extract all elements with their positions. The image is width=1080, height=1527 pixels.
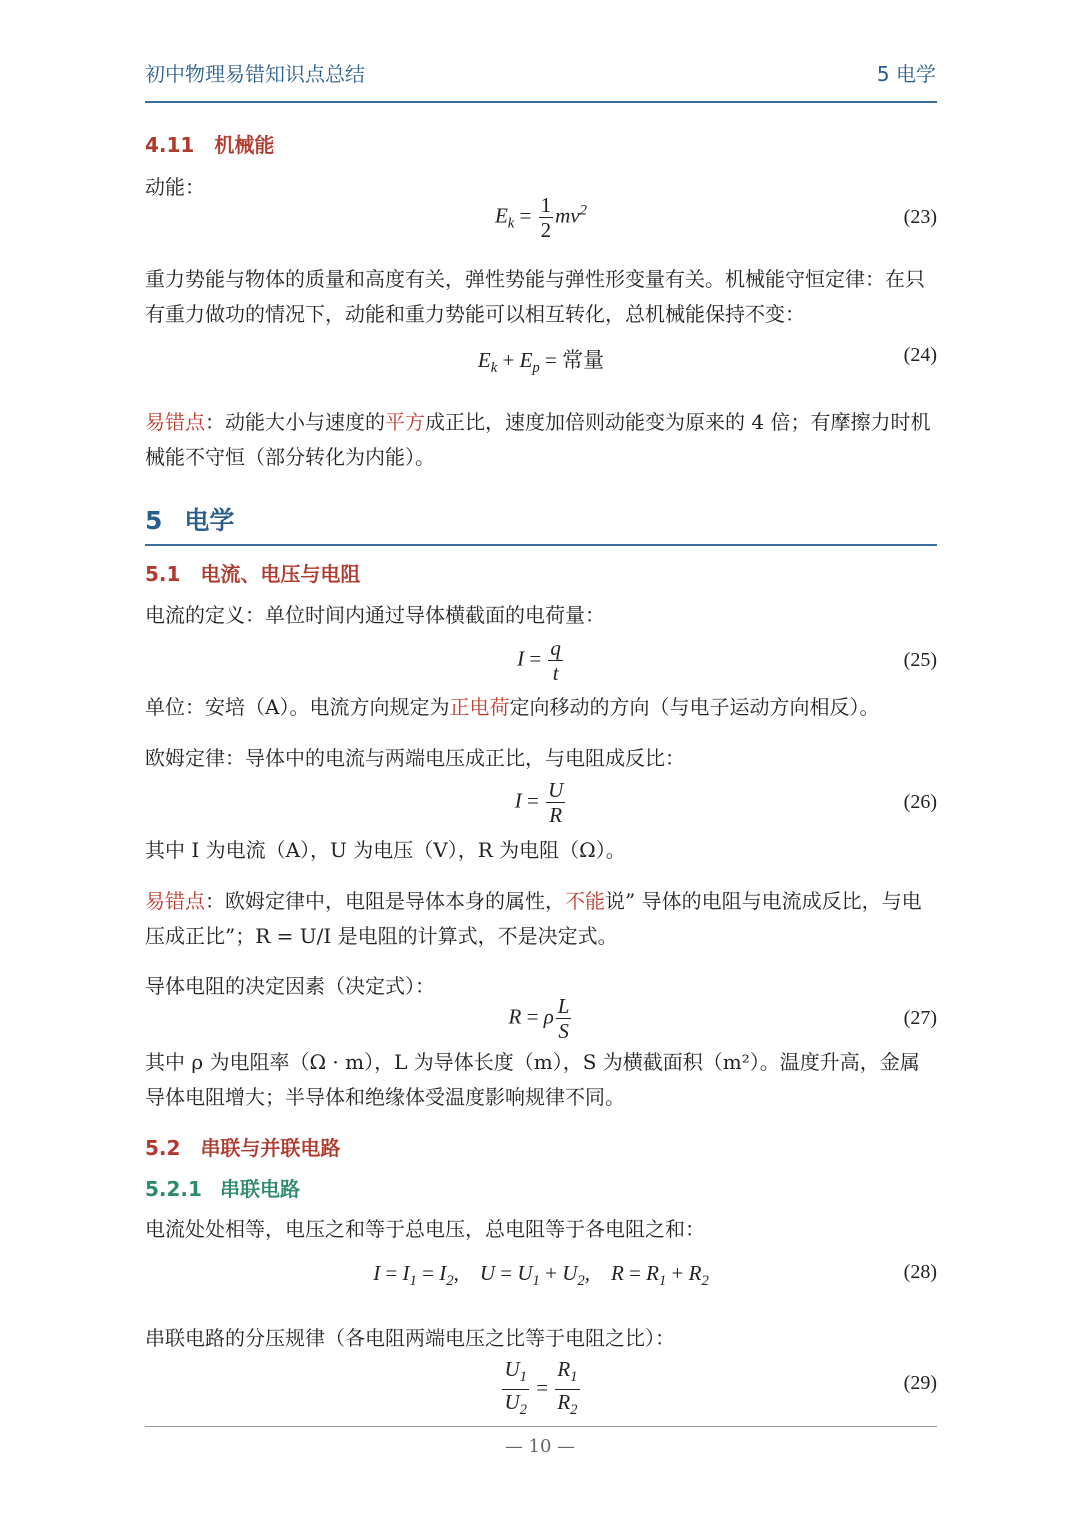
- footer-rule: [145, 1426, 937, 1427]
- equation-number: (23): [903, 206, 937, 228]
- equation-23: $E_k$ = $\frac{1}{2}$ $mv^2$ (23): [494, 193, 937, 242]
- current-definition: 电流的定义：单位时间内通过导体横截面的电荷量：: [145, 603, 605, 627]
- equation-number: (28): [903, 1261, 937, 1283]
- header-rule: [145, 101, 937, 103]
- running-chapter: 5 电学: [876, 62, 936, 86]
- series-voltage-divider: 串联电路的分压规律（各电阻两端电压之比等于电阻之比）：: [145, 1326, 675, 1350]
- section-heading-4-11: 4.11 机械能: [145, 133, 275, 157]
- equation-number: (24): [903, 344, 937, 366]
- ohms-law-where: 其中 I 为电流（A），U 为电压（V），R 为电阻（Ω）。: [145, 838, 626, 862]
- equation-number: (25): [903, 649, 937, 671]
- running-title: 初中物理易错知识点总结: [145, 62, 365, 86]
- tip-kinetic-energy: 易错点：动能大小与速度的平方成正比，速度加倍则动能变为原来的 4 倍；有摩擦力时机械能不守恒（部分转化为内能）。: [145, 410, 931, 469]
- ohms-law: 欧姆定律：导体中的电流与两端电压成正比，与电阻成反比：: [145, 746, 685, 770]
- equation-27: R = ρ $\frac{L}{S}$ (27): [508, 994, 937, 1043]
- equation-28: $I = I_1 = I_2$, $U = U_1 + U_2$, $R = R_1 + R_2$ (28): [373, 1261, 937, 1290]
- equation-25: I = $\frac{q}{t}$ (25): [517, 636, 937, 685]
- section-heading-5-2-1: 5.2.1 串联电路: [145, 1177, 300, 1201]
- page-number: — 10 —: [504, 1436, 576, 1457]
- equation-26: I = $\frac{U}{R}$ (26): [514, 778, 937, 827]
- section-rule: [145, 544, 937, 546]
- section-heading-5: 5 电学: [145, 506, 235, 535]
- equation-number: (26): [903, 791, 937, 813]
- paragraph-energy-conservation: 重力势能与物体的质量和高度有关，弹性势能与弹性形变量有关。机械能守恒定律：在只有重力做功的情况下，动能和重力势能可以相互转化，总机械能保持不变：: [145, 267, 925, 326]
- current-unit: 单位：安培（A）。电流方向规定为正电荷定向移动的方向（与电子运动方向相反）。: [145, 695, 880, 719]
- section-heading-5-1: 5.1 电流、电压与电阻: [145, 562, 361, 586]
- equation-number: (29): [903, 1372, 937, 1394]
- kinetic-energy-label: 动能：: [145, 175, 205, 199]
- tip-ohms-law: 易错点：欧姆定律中，电阻是导体本身的属性，不能说” 导体的电阻与电流成反比，与电压成正比”；R = U/I 是电阻的计算式，不是决定式。: [145, 889, 922, 948]
- equation-number: (27): [903, 1007, 937, 1029]
- equation-29: $\frac{U_1}{U_2}$ = $\frac{R_1}{R_2}$ (29): [504, 1357, 937, 1419]
- section-heading-5-2: 5.2 串联与并联电路: [145, 1136, 341, 1160]
- resistance-factors: 导体电阻的决定因素（决定式）：: [145, 974, 435, 998]
- series-rules: 电流处处相等，电压之和等于总电压，总电阻等于各电阻之和：: [145, 1217, 705, 1241]
- equation-24: $E_k + E_p$ = 常量 (24): [477, 344, 937, 377]
- resistivity-where: 其中 ρ 为电阻率（Ω · m），L 为导体长度（m），S 为横截面积（m²）。温度升高，金属导体电阻增大；半导体和绝缘体受温度影响规律不同。: [145, 1050, 920, 1109]
